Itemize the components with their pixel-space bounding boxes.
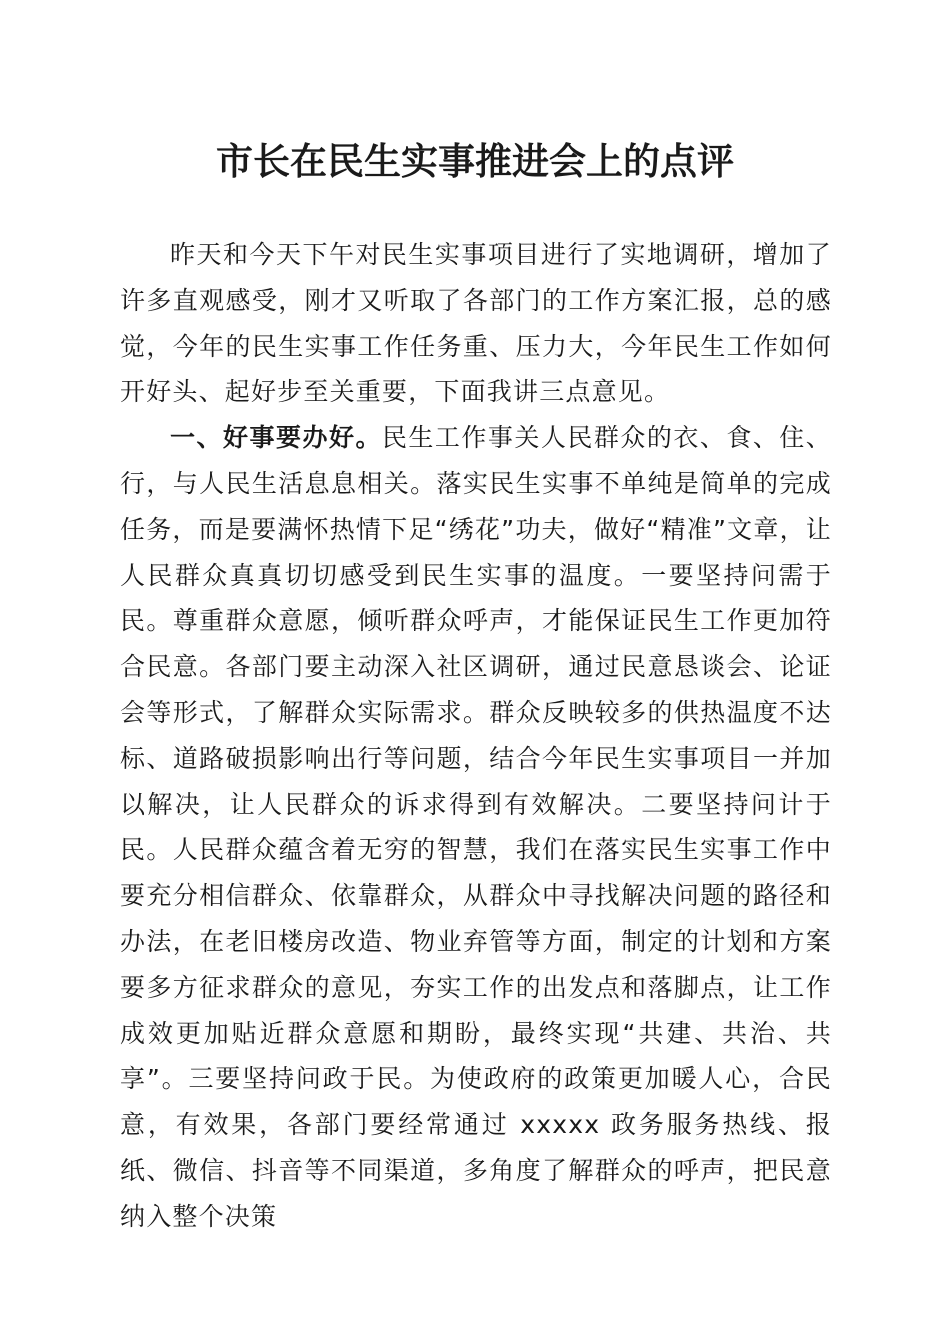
- document-body: [120, 232, 832, 1240]
- intro-paragraph: 昨天和今天下午对民生实事项目进行了实地调研，增加了许多直观感受，刚才又听取了各部门的工作方案汇报，总的感觉，今年的民生实事工作任务重、压力大，今年民生工作如何开好头、起好步至关重要，下面我讲三点意见。: [120, 240, 832, 407]
- section-1-heading: 一、好事要办好。: [170, 423, 382, 453]
- document-title: 市长在民生实事推进会上的点评: [216, 139, 734, 183]
- section-1-paragraph: [120, 415, 832, 1239]
- section-1-text: 民生工作事关人民群众的衣、食、住、行，与人民生活息息相关。落实民生实事不单纯是简单的完成任务，而是要满怀热情下足“绣花”功夫，做好“精准”文章，让人民群众真真切切感受到民生实事的温度。一要坚持问需于民。尊重群众意愿，倾听群众呼声，才能保证民生工作更加符合民意。各部门要主动深入社区调研，通过民意恳谈会、论证会等形式，了解群众实际需求。群众反映较多的供热温度不达标、道路破损影响出行等问题，结合今年民生实事项目一并加以解决，让人民群众的诉求得到有效解决。二要坚持问计于民。人民群众蕴含着无穷的智慧，我们在落实民生实事工作中要充分相信群众、依靠群众，从群众中寻找解决问题的路径和办法，在老旧楼房改造、物业弃管等方面，制定的计划和方案要多方征求群众的意见，夯实工作的出发点和落脚点，让工作成效更加贴近群众意愿和期盼，最终实现“共建、共治、共享”。三要坚持问政于民。为使政府的政策更加暖人心，合民意，有效果，各部门要经常通过 xxxxx 政务服务热线、报纸、微信、抖音等不同渠道，多角度了解群众的呼声，把民意纳入整个决策: [120, 423, 832, 1231]
